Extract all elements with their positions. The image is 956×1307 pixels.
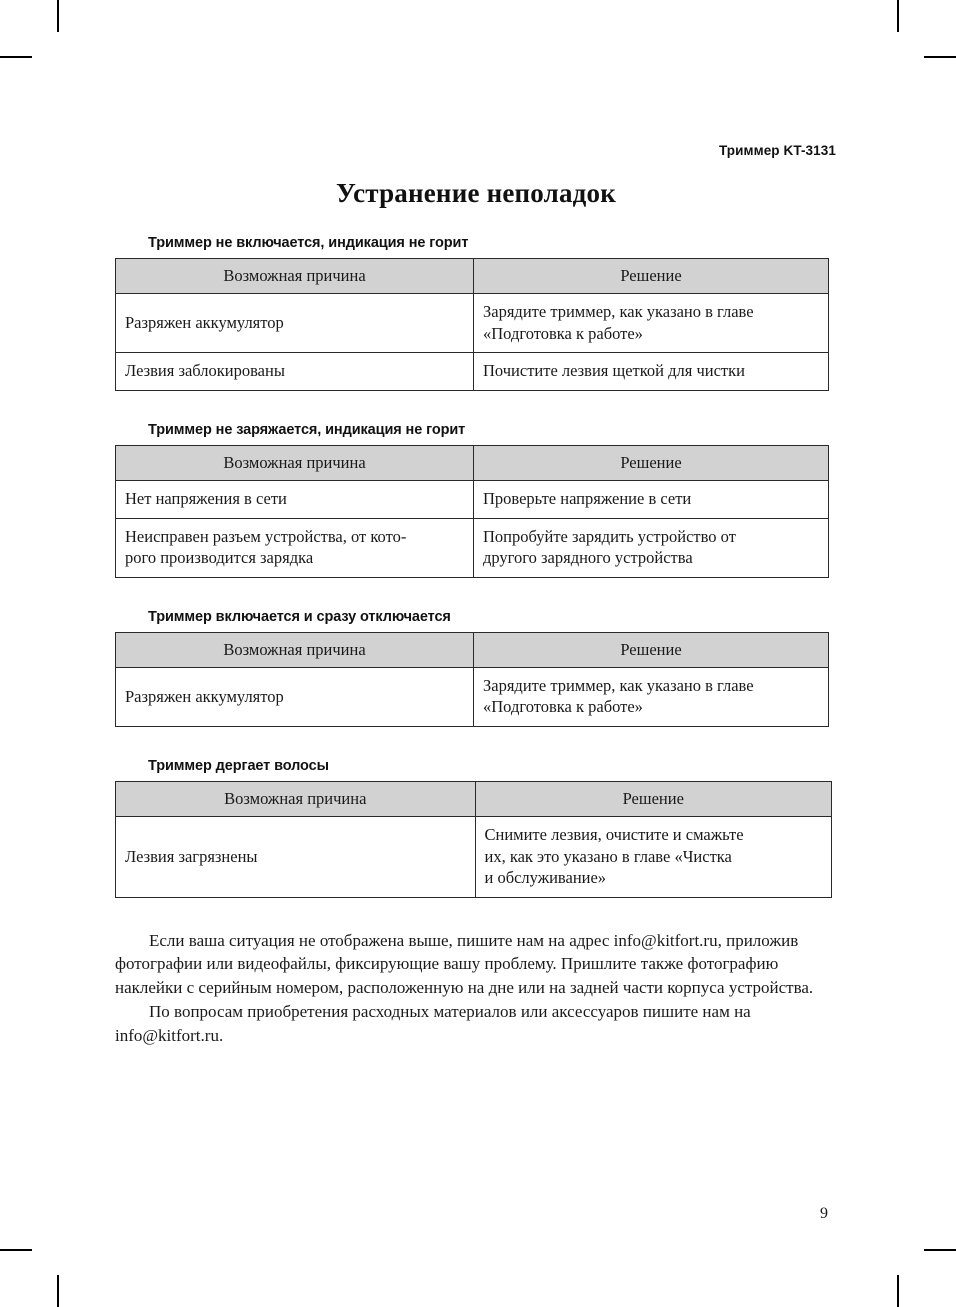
troubleshooting-table [115,445,829,578]
cell-line: Зарядите триммер, как указано в главе [483,302,754,322]
cell-line: Проверьте напряжение в сети [483,489,692,509]
troubleshooting-sections [115,235,837,898]
column-header-solution: Решение [475,781,832,816]
cell-cause [116,353,474,390]
cell-solution [474,294,829,353]
troubleshooting-section [115,422,837,578]
cell-line: Почистите лезвия щеткой для чистки [483,361,745,381]
content-column [115,178,837,1048]
crop-mark-top-left-vertical [57,0,59,32]
crop-mark-bottom-right-vertical [897,1275,899,1307]
crop-mark-bottom-right-horizontal [924,1249,956,1251]
troubleshooting-table [115,781,832,898]
closing-paragraphs [115,929,837,1048]
cell-line: Лезвия загрязнены [125,846,258,866]
cell-line: рого производится зарядка [125,548,314,568]
cell-solution [474,667,829,726]
page-title: Устранение неполадок [336,178,616,208]
cell-line: Зарядите триммер, как указано в главе [483,675,754,695]
cell-line: Неисправен разъем устройства, от кото- [125,526,407,546]
column-header-solution: Решение [474,259,829,294]
cell-line: Лезвия заблокированы [125,361,285,381]
troubleshooting-section [115,235,837,391]
body-paragraph: Если ваша ситуация не отображена выше, пишите нам на адрес info@kitfort.ru, приложив фотографии или видеофайлы, фиксирующие вашу проблему. Пришлите также фотографию наклейки с серийным номером, расположенную на дне или на задней части корпуса устройства. [115,930,814,998]
table-row [116,817,832,897]
table-header-row [116,632,829,667]
cell-line: и обслуживание» [484,868,607,888]
column-header-cause: Возможная причина [116,259,474,294]
cell-solution [474,353,829,390]
column-header-cause: Возможная причина [116,781,476,816]
column-header-cause: Возможная причина [116,445,474,480]
troubleshooting-table [115,632,829,727]
table-header-row [116,259,829,294]
cell-solution [474,518,829,577]
cell-line: Снимите лезвия, очистите и смажьте [484,825,744,845]
cell-solution [475,817,832,897]
column-header-solution: Решение [474,445,829,480]
crop-mark-top-right-vertical [897,0,899,32]
table-row [116,353,829,390]
cell-line: Разряжен аккумулятор [125,313,284,333]
crop-mark-bottom-left-vertical [57,1275,59,1307]
cell-line: Нет напряжения в сети [125,489,287,509]
cell-cause [116,817,476,897]
cell-line: их, как это указано в главе «Чистка [484,846,732,866]
column-header-solution: Решение [474,632,829,667]
table-row [116,667,829,726]
table-row [116,518,829,577]
cell-line: Разряжен аккумулятор [125,686,284,706]
column-header-cause: Возможная причина [116,632,474,667]
cell-line: Попробуйте зарядить устройство от [483,526,736,546]
table-header-row [116,445,829,480]
cell-cause [116,518,474,577]
troubleshooting-section [115,758,837,898]
table-row [116,481,829,518]
cell-line: другого зарядного устройства [483,548,693,568]
running-head: Триммер KT-3131 [718,143,836,158]
table-header-row [116,781,832,816]
cell-solution [474,481,829,518]
page-number: 9 [820,1205,828,1222]
troubleshooting-table [115,258,829,391]
troubleshooting-section [115,609,837,727]
cell-line: «Подготовка к работе» [483,323,643,343]
cell-cause [116,294,474,353]
crop-mark-bottom-left-horizontal [0,1249,32,1251]
section-heading: Триммер не включается, индикация не горит [148,235,469,251]
table-row [116,294,829,353]
crop-mark-top-left-horizontal [0,56,32,58]
cell-cause [116,481,474,518]
crop-mark-top-right-horizontal [924,56,956,58]
cell-cause [116,667,474,726]
section-heading: Триммер не заряжается, индикация не горит [148,421,466,438]
section-heading: Триммер включается и сразу отключается [148,608,451,625]
body-paragraph: По вопросам приобретения расходных материалов или аксессуаров пишите нам на info@kitfort.ru. [115,1001,751,1045]
cell-line: «Подготовка к работе» [483,697,643,717]
section-heading: Триммер дергает волосы [148,757,329,774]
